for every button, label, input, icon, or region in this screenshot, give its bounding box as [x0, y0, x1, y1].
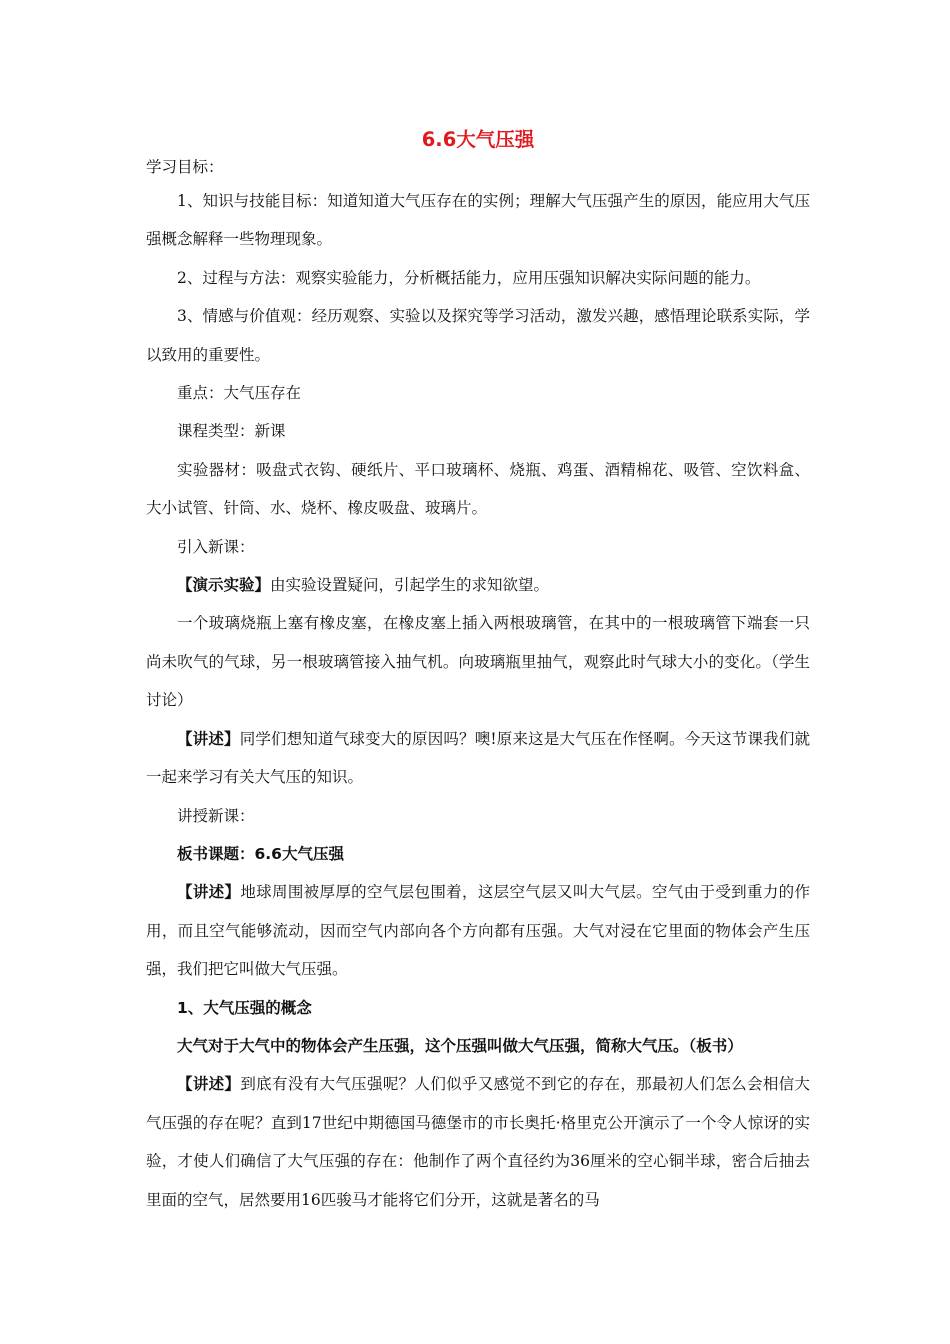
definition: 大气对于大气中的物体会产生压强，这个压强叫做大气压强，简称大气压。（板书）: [177, 1036, 743, 1055]
narration-2-text: 地球周围被厚厚的空气层包围着，这层空气层又叫大气层。空气由于受到重力的作用，而且空气能够流动，因而空气内部向各个方向都有压强。大气对浸在它里面的物体会产生压强，我们把它叫做大气压强。: [146, 883, 810, 979]
course-type: 课程类型：新课: [177, 422, 286, 441]
objectives-label: 学习目标：: [146, 158, 224, 176]
teach-label: 讲授新课：: [177, 806, 255, 825]
demo-tag: 【演示实验】: [177, 576, 271, 595]
narration-3: [146, 1065, 810, 1219]
equipment: 实验器材：吸盘式衣钩、硬纸片、平口玻璃杯、烧瓶、鸡蛋、酒精棉花、吸管、空饮料盒、大小试管、针筒、水、烧杯、橡皮吸盘、玻璃片。: [146, 460, 810, 518]
narration-2: [146, 873, 810, 988]
board-title: 板书课题：6.6大气压强: [177, 844, 344, 863]
intro-label: 引入新课：: [177, 537, 255, 556]
objective-1: 1、知识与技能目标：知道知道大气压存在的实例；理解大气压强产生的原因，能应用大气压强概念解释一些物理现象。: [146, 192, 810, 249]
demo-description: 一个玻璃烧瓶上塞有橡皮塞，在橡皮塞上插入两根玻璃管，在其中的一根玻璃管下端套一只尚未吹气的气球，另一根玻璃管接入抽气机。向玻璃瓶里抽气，观察此时气球大小的变化。（学生讨论）: [146, 614, 810, 710]
demo-text: 由实验设置疑问，引起学生的求知欲望。: [270, 576, 550, 595]
section-heading: 1、大气压强的概念: [177, 998, 312, 1017]
key-point: 重点：大气压存在: [177, 384, 302, 403]
objective-3: 3、情感与价值观：经历观察、实验以及探究等学习活动，激发兴趣，感悟理论联系实际，学以致用的重要性。: [146, 307, 810, 364]
narration-tag: 【讲述】: [177, 883, 241, 902]
narration-1-text: 同学们想知道气球变大的原因吗？噢!原来这是大气压在作怪啊。今天这节课我们就一起来学习有关大气压的知识。: [146, 729, 810, 787]
objective-2: 2、过程与方法：观察实验能力，分析概括能力，应用压强知识解决实际问题的能力。: [177, 268, 761, 287]
document-title: 6.6大气压强: [421, 128, 535, 151]
document-page: [146, 124, 810, 1219]
narration-tag: 【讲述】: [177, 729, 240, 748]
narration-3-text: 到底有没有大气压强呢？人们似乎又感觉不到它的存在，那最初人们怎么会相信大气压强的存在呢？直到17世纪中期德国马德堡市的市长奥托·格里克公开演示了一个令人惊讶的实验，才使人们确信了大气压强的存在：他制作了两个直径约为36厘米的空心铜半球，密合后抽去里面的空气，居然要用16匹骏马才能将它们分开，这就是著名的马: [146, 1075, 810, 1209]
narration-1: [146, 720, 810, 797]
narration-tag: 【讲述】: [177, 1075, 241, 1094]
demo-paragraph: [146, 566, 810, 604]
